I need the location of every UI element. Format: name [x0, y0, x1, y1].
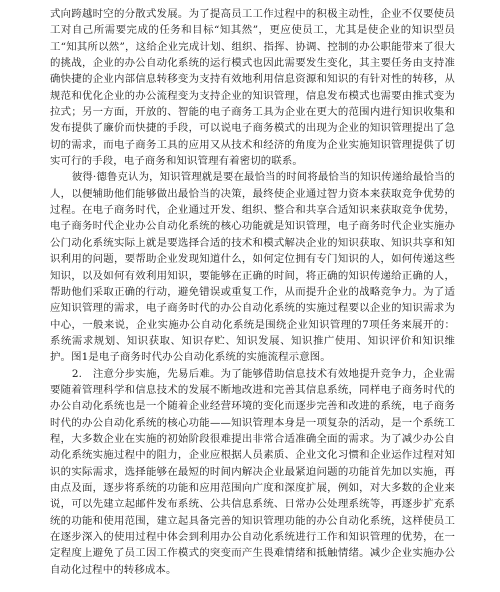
paragraph-2: 彼得·德鲁克认为，知识管理就是要在最恰当的时间将最恰当的知识传递给最恰当的人，以便辅助他们能够做出最恰当的决策，最终使企业通过智力资本来获取竞争优势的过程。在电子商务时代，企业通过开发、组织、整合和共享合适知识来获取竞争优势，电子商务时代企业办公自动化系统的核心功能就是知识管理，电子商务时代企业实施办公门动化系统实际上就是要选择合适的技术和模式解决企业的知识获取、知识共享和知识利用的问题，要帮助企业发现知道什么，如何定位拥有专门知识的人，如何传递这些知识，以及如何有效利用知识，要能够在正确的时间，将正确的知识传递给正确的人，帮助他们采取正确的行动，避免错误或重复工作，从而提升企业的战略竞争力。为了适应知识管理的需求，电子商务时代的办公自动化系统的实施过程要以企业的知识需求为中心，一般来说，企业实施办公自动化系统是围绕企业知识管理的7项任务来展开的：系统需求规划、知识获取、知识存贮、知识发展、知识推广使用、知识评价和知识维护。图1是电子商务时代办公自动化系统的实施流程示意图。 [50, 171, 455, 364]
paragraph-1: 式向跨越时空的分散式发展。为了提高员工工作过程中的积极主动性，企业不仅要使员工对自己所需要完成的任务和目标“知其然”，更应使员工，尤其是使企业的知识型员工“知其所以然”，这给企业完成计划、组织、指挥、协调、控制的办公职能带来了很大的挑战，企业的办公自动化系统的运行模式也因此需要发生变化，其主要任务由支持准确快捷的企业内部信息转移变为支持有效地利用信息资源和知识的有针对性的转移，从规范和优化企业的办公流程变为支持企业的知识管理，信息发布模式也需要由推式变为拉式；另一方面，开放的、智能的电子商务工具为企业在更大的范围内进行知识收集和发布提供了廉价而快捷的手段，可以说电子商务模式的出现为企业的知识管理提出了急切的需求，而电子商务工具的应用又从技术和经济的角度为企业实施知识管理提供了切实可行的手段，电子商务和知识管理有着密切的联系。 [50, 8, 455, 168]
document-body [50, 6, 455, 578]
paragraph-3: 2. 注意分步实施，先易后难。为了能够借助信息技术有效地提升竞争力，企业需要随着管理科学和信息技术的发展不断地改进和完善其信息系统，同样电子商务时代的办公自动化系统也是一个随着企业经营环境的变化而逐步完善和改进的系统，电子商务时代的办公自动化系统的核心功能——知识管理本身是一项复杂的活动，是一个系统工程，大多数企业在实施的初始阶段很难提出非常合适准确全面的需求。为了减少办公自动化系统实施过程中的阻力，企业应根据人员素质、企业文化习惯和企业运作过程对知识的实际需求，选择能够在最短的时间内解决企业最紧迫问题的功能首先加以实施，再由点及面，逐步将系统的功能和应用范围向广度和深度扩展，例如，对大多数的企业来说，可以先建立起邮件发布系统、公共信息系统、日常办公处理系统等，再逐步扩充系统的功能和使用范围，建立起具备完善的知识管理功能的办公自动化系统，这样使员工在逐步深入的使用过程中体会到利用办公自动化系统进行工作和知识管理的优势，在一定程度上避免了员工因工作模式的突变而产生畏难情绪和抵触情绪。减少企业实施办公自动化过程中的转移成本。 [50, 367, 455, 576]
